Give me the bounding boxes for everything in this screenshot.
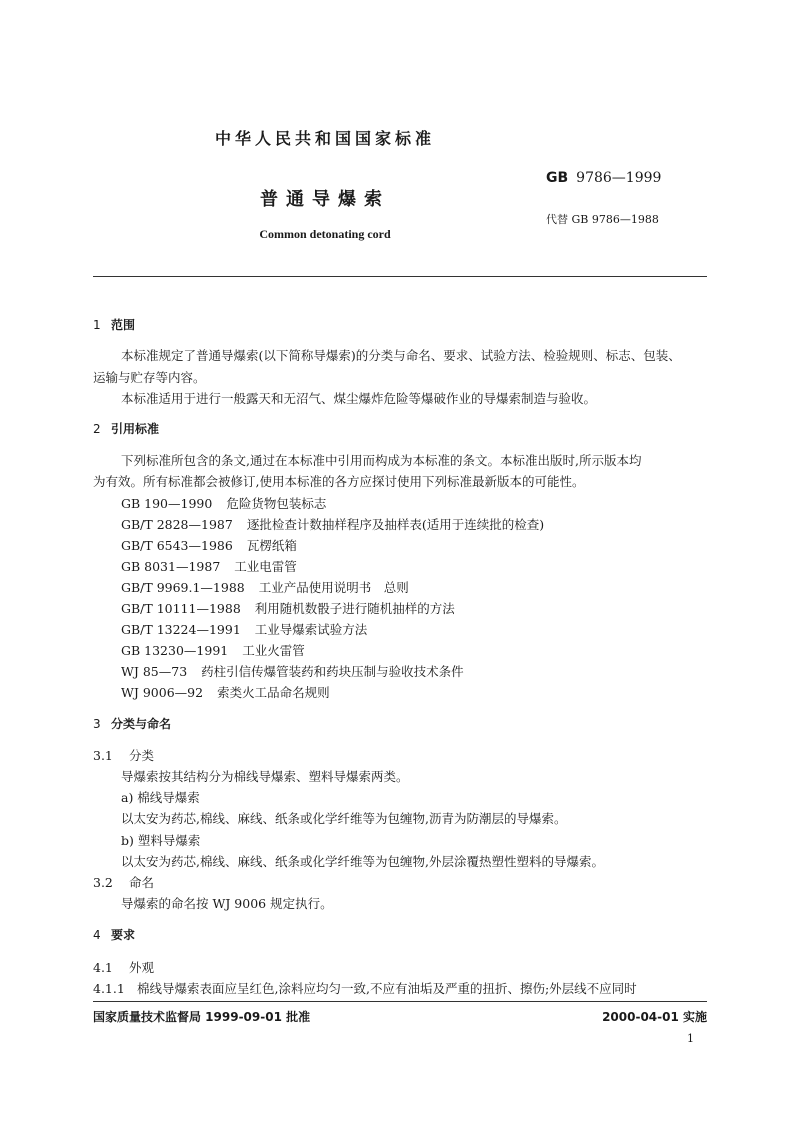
reference-title: 逐批检查计数抽样程序及抽样表(适用于连续批的检查) bbox=[246, 517, 545, 532]
reference-title: 瓦楞纸箱 bbox=[246, 538, 297, 553]
subsection-3-2-heading bbox=[93, 873, 154, 891]
section-3-heading bbox=[93, 715, 171, 732]
reference-code: GB/T 6543—1986 bbox=[121, 538, 233, 553]
subsection-title: 分类 bbox=[129, 748, 155, 763]
reference-title: 药柱引信传爆管装药和药块压制与验收技术条件 bbox=[201, 664, 464, 679]
subsection-number: 4.1 bbox=[93, 960, 113, 975]
reference-code: GB 190—1990 bbox=[121, 496, 213, 511]
subsection-4-1-1 bbox=[93, 979, 637, 997]
subsection-number: 3.2 bbox=[93, 875, 113, 890]
paragraph-line: 本标准适用于进行一般露天和无沼气、煤尘爆炸危险等爆破作业的导爆索制造与验收。 bbox=[121, 391, 597, 406]
section-title: 范围 bbox=[111, 318, 136, 332]
paragraph-line: 运输与贮存等内容。 bbox=[93, 370, 206, 385]
subsection-4-1-heading bbox=[93, 958, 154, 976]
paragraph-line: 导爆索按其结构分为棉线导爆索、塑料导爆索两类。 bbox=[121, 769, 409, 784]
section-number: 4 bbox=[93, 928, 101, 942]
reference-item bbox=[121, 494, 326, 512]
reference-title: 工业导爆索试验方法 bbox=[254, 622, 368, 637]
reference-code: GB 8031—1987 bbox=[121, 559, 221, 574]
section-1-heading bbox=[93, 316, 135, 333]
list-item-label: a) 棉线导爆索 bbox=[121, 790, 200, 805]
section-number: 2 bbox=[93, 422, 101, 436]
header-divider bbox=[93, 276, 707, 277]
document-title-english: Common detonating cord bbox=[259, 227, 391, 241]
section-4-heading bbox=[93, 926, 135, 943]
reference-title: 工业电雷管 bbox=[234, 559, 297, 574]
subsection-number: 3.1 bbox=[93, 748, 113, 763]
list-item-description: 以太安为药芯,棉线、麻线、纸条或化学纤维等为包缠物,沥青为防潮层的导爆索。 bbox=[121, 811, 567, 826]
paragraph-line: 本标准规定了普通导爆索(以下简称导爆索)的分类与命名、要求、试验方法、检验规则、标志、包装、 bbox=[121, 348, 681, 363]
reference-item bbox=[121, 599, 455, 617]
paragraph-line: 导爆索的命名按 WJ 9006 规定执行。 bbox=[121, 896, 333, 911]
reference-title: 工业产品使用说明书 总则 bbox=[258, 580, 409, 595]
list-item-label: b) 塑料导爆索 bbox=[121, 833, 201, 848]
section-title: 分类与命名 bbox=[111, 717, 172, 731]
list-item-description: 以太安为药芯,棉线、麻线、纸条或化学纤维等为包缠物,外层涂覆热塑性塑料的导爆索。 bbox=[121, 854, 604, 869]
section-2-heading bbox=[93, 420, 159, 437]
section-title: 引用标准 bbox=[111, 422, 160, 436]
section-number: 1 bbox=[93, 318, 101, 332]
section-title: 要求 bbox=[111, 928, 136, 942]
reference-item bbox=[121, 620, 367, 638]
subsection-title: 外观 bbox=[129, 960, 155, 975]
subsection-title: 命名 bbox=[129, 875, 155, 890]
subsection-number: 4.1.1 bbox=[93, 981, 125, 996]
document-title-chinese: 普通导爆索 bbox=[260, 189, 390, 210]
paragraph-line: 下列标准所包含的条文,通过在本标准中引用而构成为本标准的条文。本标准出版时,所示版本均 bbox=[121, 453, 642, 468]
paragraph-line: 为有效。所有标准都会被修订,使用本标准的各方应探讨使用下列标准最新版本的可能性。 bbox=[93, 474, 585, 489]
reference-title: 工业火雷管 bbox=[242, 643, 305, 658]
footer-divider bbox=[93, 1001, 707, 1002]
reference-item bbox=[121, 578, 409, 596]
reference-item bbox=[121, 536, 297, 554]
reference-code: GB/T 10111—1988 bbox=[121, 601, 241, 616]
reference-item bbox=[121, 515, 544, 533]
reference-title: 利用随机数骰子进行随机抽样的方法 bbox=[254, 601, 455, 616]
reference-code: GB 13230—1991 bbox=[121, 643, 229, 658]
reference-item bbox=[121, 683, 330, 701]
reference-item bbox=[121, 662, 464, 680]
reference-title: 危险货物包装标志 bbox=[226, 496, 327, 511]
standard-prefix: GB bbox=[546, 170, 569, 186]
reference-code: GB/T 13224—1991 bbox=[121, 622, 241, 637]
reference-code: WJ 9006—92 bbox=[121, 685, 204, 700]
implementation-date: 2000-04-01 实施 bbox=[602, 1010, 707, 1024]
reference-code: GB/T 9969.1—1988 bbox=[121, 580, 245, 595]
reference-code: WJ 85—73 bbox=[121, 664, 188, 679]
page-number: 1 bbox=[687, 1032, 694, 1045]
standard-number bbox=[546, 170, 661, 186]
reference-item bbox=[121, 641, 305, 659]
subsection-3-1-heading bbox=[93, 746, 154, 764]
reference-item bbox=[121, 557, 297, 575]
section-number: 3 bbox=[93, 717, 101, 731]
subsection-text: 棉线导爆索表面应呈红色,涂料应均匀一致,不应有油垢及严重的扭折、擦伤;外层线不应同时 bbox=[137, 981, 637, 996]
standard-number-value: 9786—1999 bbox=[576, 170, 662, 186]
replaces-standard: 代替 GB 9786—1988 bbox=[546, 213, 659, 226]
issued-by: 国家质量技术监督局 1999-09-01 批准 bbox=[93, 1010, 311, 1024]
reference-code: GB/T 2828—1987 bbox=[121, 517, 233, 532]
reference-title: 索类火工品命名规则 bbox=[217, 685, 330, 700]
national-standard-heading: 中华人民共和国国家标准 bbox=[214, 129, 435, 148]
